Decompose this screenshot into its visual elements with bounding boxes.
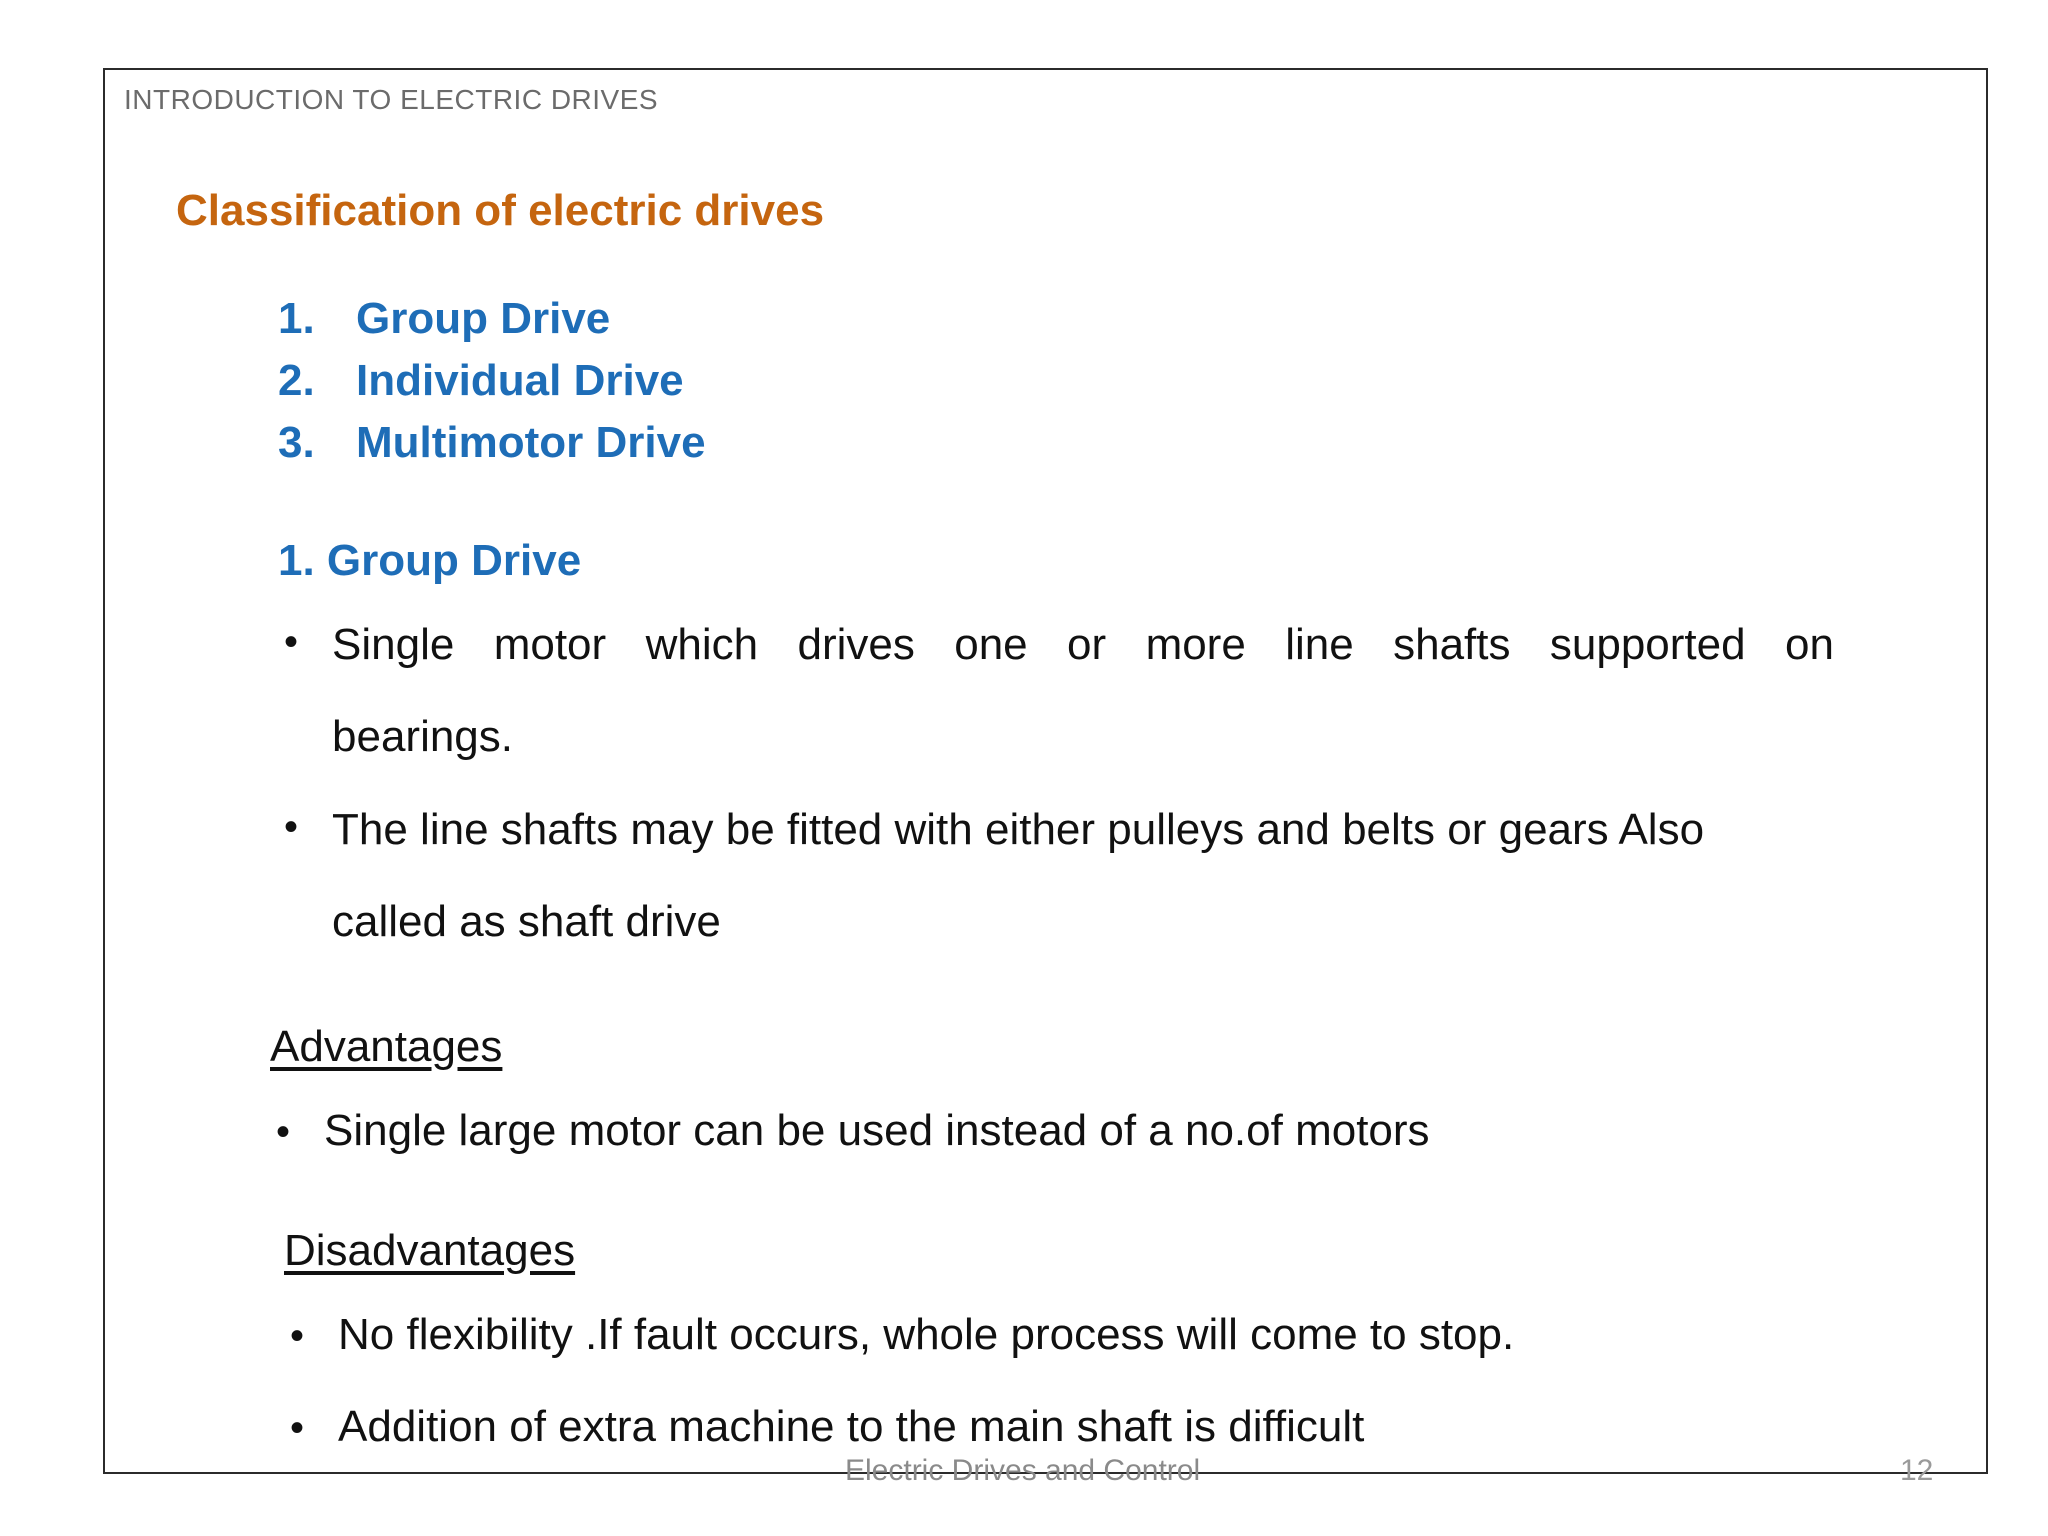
bullet-line-1: The line shafts may be fitted with either pulleys and belts or gears Also bbox=[332, 805, 1705, 854]
disadvantages-heading: Disadvantages bbox=[284, 1226, 576, 1275]
group-drive-heading: 1. Group Drive bbox=[278, 536, 582, 585]
bullet-line-2: bearings. bbox=[332, 712, 514, 761]
bullet-dot-icon: • bbox=[284, 620, 299, 664]
list-item-label: Group Drive bbox=[356, 294, 611, 343]
word: on bbox=[1784, 620, 1834, 669]
advantage-item bbox=[276, 1106, 1430, 1156]
word: motor bbox=[493, 620, 607, 669]
slide-title: Classification of electric drives bbox=[176, 186, 825, 235]
list-item bbox=[278, 288, 706, 350]
footer-course-title: Electric Drives and Control bbox=[845, 1454, 1201, 1487]
list-item-label: Individual Drive bbox=[356, 356, 684, 405]
list-item-number: 1. bbox=[278, 294, 315, 343]
bullet-dot-icon: • bbox=[290, 1314, 305, 1358]
bullet-dot-icon: • bbox=[284, 805, 299, 849]
list-item-number: 2. bbox=[278, 356, 315, 405]
group-drive-bullet-2 bbox=[278, 805, 1834, 955]
bullet-line-2: called as shaft drive bbox=[332, 897, 721, 946]
word: shafts bbox=[1393, 620, 1511, 669]
bullet-line-1 bbox=[332, 620, 1834, 670]
word: line bbox=[1285, 620, 1354, 669]
slide-section-header: INTRODUCTION TO ELECTRIC DRIVES bbox=[124, 84, 659, 115]
page-number: 12 bbox=[1900, 1454, 1934, 1487]
word: more bbox=[1145, 620, 1246, 669]
disadvantage-text: Addition of extra machine to the main shaft is difficult bbox=[338, 1402, 1365, 1451]
word: which bbox=[645, 620, 759, 669]
list-item bbox=[278, 350, 706, 412]
bullet-dot-icon: • bbox=[290, 1406, 305, 1450]
drive-types-list bbox=[278, 288, 706, 474]
bullet-dot-icon: • bbox=[276, 1110, 291, 1154]
word: Single bbox=[332, 620, 455, 669]
word: supported bbox=[1549, 620, 1746, 669]
advantage-text: Single large motor can be used instead of a no.of motors bbox=[324, 1106, 1430, 1155]
word: one bbox=[954, 620, 1028, 669]
list-item-label: Multimotor Drive bbox=[356, 418, 706, 467]
advantages-heading: Advantages bbox=[270, 1022, 503, 1071]
disadvantage-text: No flexibility .If fault occurs, whole process will come to stop. bbox=[338, 1310, 1515, 1359]
disadvantage-item bbox=[290, 1402, 1364, 1452]
list-item-number: 3. bbox=[278, 418, 315, 467]
word: or bbox=[1067, 620, 1107, 669]
disadvantage-item bbox=[290, 1310, 1514, 1360]
word: drives bbox=[797, 620, 915, 669]
list-item bbox=[278, 412, 706, 474]
group-drive-bullet-1 bbox=[278, 620, 1834, 770]
